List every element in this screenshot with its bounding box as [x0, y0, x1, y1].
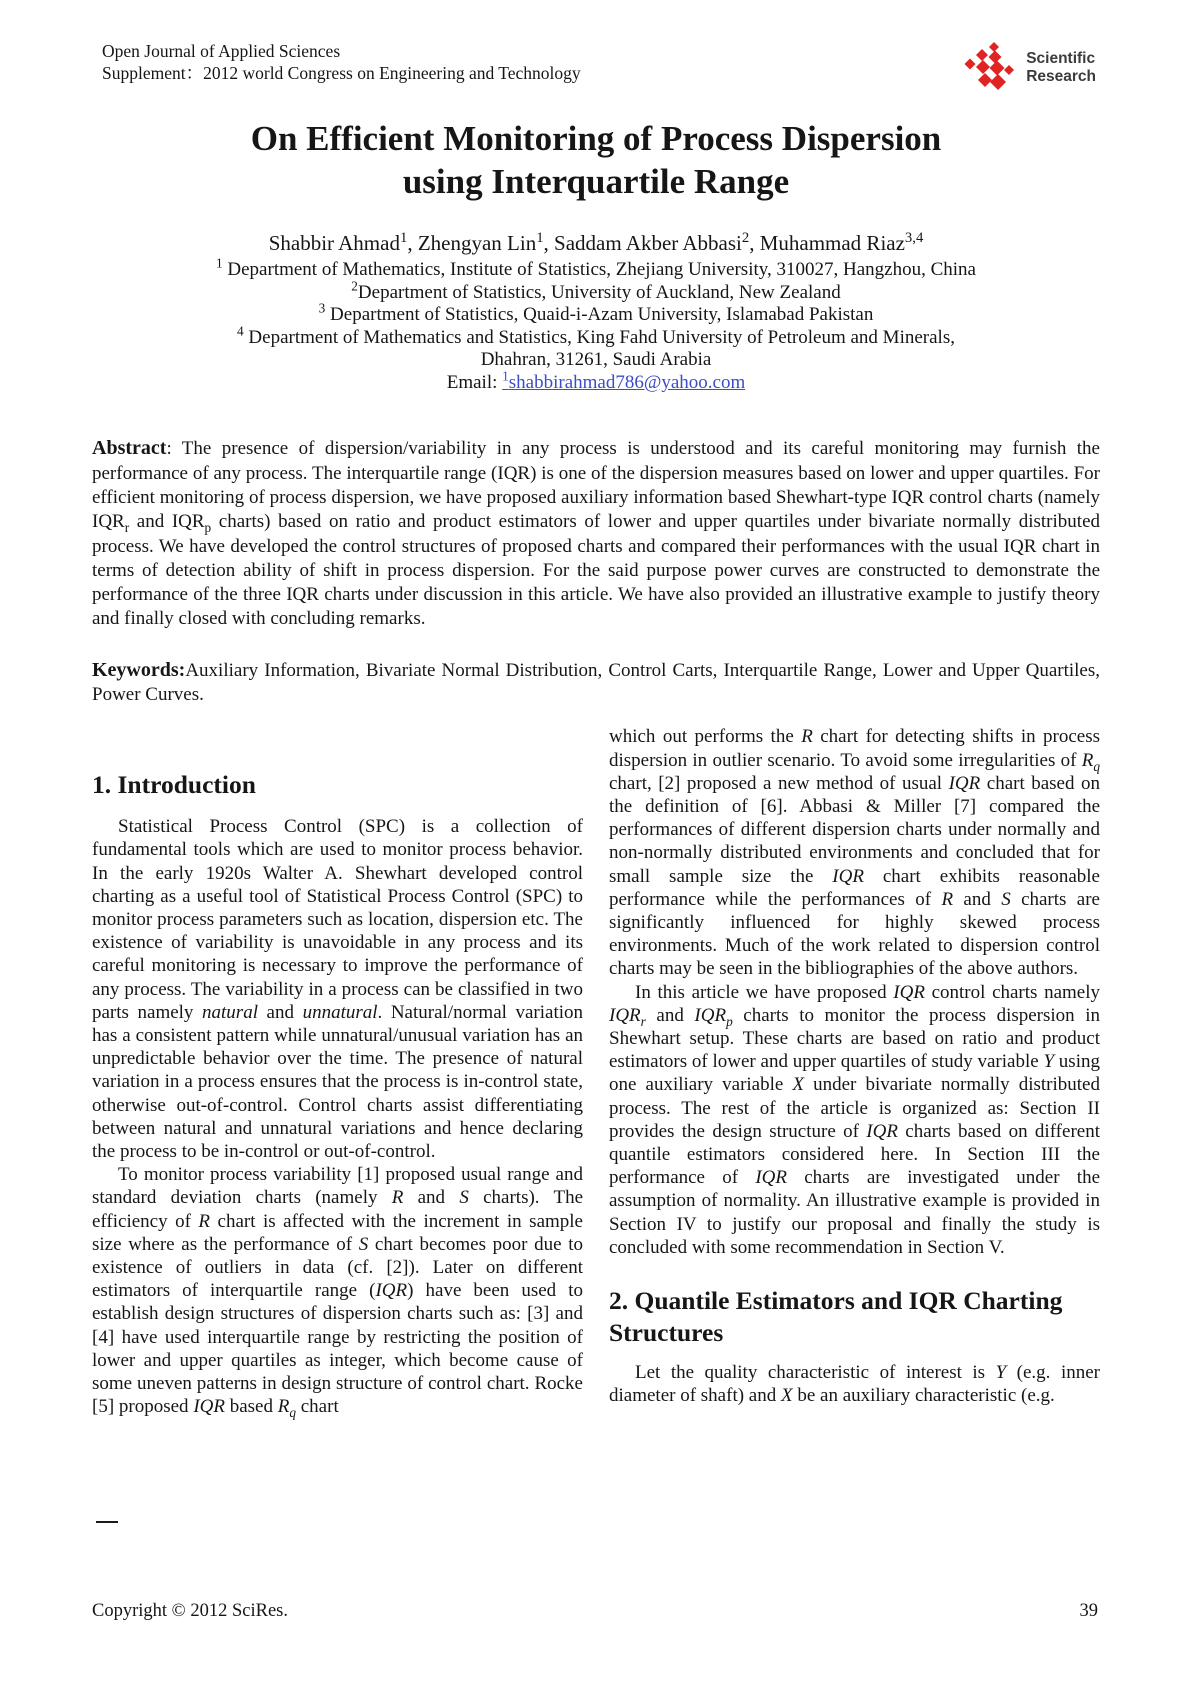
abstract-text: : The presence of dispersion/variability in any process is understood and its careful monitoring may furnish the performance of any process. The interquartile range (IQR) is one of the dispersion measures based on lower and upper quartiles. For efficient monitoring of process dispersion, we have proposed auxiliary information based Shewhart-type IQR control charts (namely $IQR_r$ and $IQR_p$ charts) based on ratio and product estimators of lower and upper quartiles under bivariate normally distributed process. We have developed the control structures of proposed charts and compared their performances with the usual IQR chart in terms of detection ability of shift in process dispersion. For the said purpose power curves are constructed to demonstrate the performance of the three IQR charts under discussion in this article. We have also provided an illustrative example to justify theory and finally closed with concluding remarks.	[92, 438, 1101, 630]
affiliation-2: $^2$Department of Statistics, University of Auckland, New Zealand	[351, 278, 841, 303]
keywords	[92, 658, 1100, 708]
two-column-body	[92, 725, 1101, 1421]
copyright: Copyright © 2012 SciRes.	[92, 1601, 288, 1621]
publisher-name-line1: Scientific	[1026, 50, 1096, 67]
publisher-name	[1026, 50, 1096, 86]
affiliation-3: $^3$ Department of Statistics, Quaid-i-Azam University, Islamabad Pakistan	[318, 301, 874, 326]
intro-paragraph-2: To monitor process variability [1] proposed usual range and standard deviation charts (namely R and S charts). The efficiency of R chart is affected with the increment in sample size where as the performance of S chart becomes poor due to existence of outliers in data (cf. [2]). Later on different estimators of interquartile range (IQR) have been used to establish design structures of dispersion charts such as: [3] and [4] have used interquartile range by restricting the position of lower and upper quartiles as integer, which become cause of some uneven patterns in design structure of control chart. Rocke [5] proposed IQR based $R_q$ chart	[92, 1164, 584, 1421]
publisher-name-line2: Research	[1026, 68, 1096, 85]
journal-header	[102, 40, 581, 84]
paper-title	[92, 118, 1100, 203]
email-link[interactable]: shabbirahmad786@yahoo.com	[508, 371, 746, 393]
email-line: Email: $^1$shabbirahmad786@yahoo.com	[446, 368, 746, 393]
abstract	[92, 436, 1100, 631]
column-left	[92, 725, 584, 1421]
keywords-text: Auxiliary Information, Bivariate Normal Distribution, Control Carts, Interquartile Range, Lower and Upper Quartiles, Power Curves.	[92, 659, 1100, 706]
intro-paragraph-1: Statistical Process Control (SPC) is a collection of fundamental tools which are used to monitor process behavior. In the early 1920s Walter A. Shewhart developed control charting as a useful tool of Statistical Process Control (SPC) to monitor process parameters such as location, dispersion etc. The existence of variability is unavoidable in any process and its careful monitoring is necessary to improve the performance of any process. The variability in a process can be classified in two parts namely natural and unnatural. Natural/normal variation has a consistent pattern while unnatural/unusual variation has an unpredictable behavior over the time. The presence of natural variation in a process ensures that the process is in-control state, otherwise out-of-control. Control charts assist differentiating between natural and unnatural variations and hence declaring the process to be in-control or out-of-control.	[92, 816, 584, 1163]
intro-paragraph-2-continued: which out performs the R chart for detecting shifts in process dispersion in outlier scenario. To avoid some irregularities of $R_q$ chart, [2] proposed a new method of usual IQR chart based on the definition of [6]. Abbasi & Miller [7] compared the performances of different dispersion charts under normally and non-normally distributed environments and concluded that for small sample size the IQR chart exhibits reasonable performance while the performances of R and S charts are significantly influenced for highly skewed process environments. Much of the work related to dispersion control charts may be seen in the bibliographies of the above authors.	[609, 726, 1100, 980]
email-link[interactable]: 1	[502, 368, 509, 384]
intro-paragraph-3: In this article we have proposed IQR control charts namely $IQR_r$ and $IQR_p$ charts to monitor the process dispersion in Shewhart setup. These charts are based on ratio and product estimators of lower and upper quartiles of study variable Y using one auxiliary variable X under bivariate normally distributed process. The rest of the article is organized as: Section II provides the design structure of IQR charts based on different quantile estimators considered here. In Section III the performance of IQR charts are investigated under the assumption of normality. An illustrative example is provided in Section IV to justify our proposal and finally the study is concluded with some recommendation in Section V.	[609, 981, 1101, 1258]
column-right	[609, 725, 1100, 1418]
affiliation-1: $^1$ Department of Mathematics, Institute of Statistics, Zhejiang University, 310027, Hangzhou, China	[216, 256, 976, 281]
journal-name: Open Journal of Applied Sciences	[102, 41, 341, 61]
keywords-label: Keywords:	[92, 658, 186, 681]
abstract-label: Abstract	[92, 437, 167, 460]
affiliations-block	[92, 256, 1100, 394]
paper-title-line1: On Efficient Monitoring of Process Dispersion	[250, 119, 942, 158]
paper-title-line2: using Interquartile Range	[402, 161, 790, 201]
section-2-paragraph-1: Let the quality characteristic of interest is Y (e.g. inner diameter of shaft) and X be an auxiliary characteristic (e.g.	[609, 1361, 1100, 1406]
section-1-heading: 1. Introduction	[92, 770, 256, 800]
page-footer	[92, 1601, 1098, 1622]
publisher-logo	[960, 40, 1096, 96]
affiliation-4: $^4$ Department of Mathematics and Statistics, King Fahd University of Petroleum and Minerals,	[237, 323, 955, 348]
footnote-rule	[96, 1521, 118, 1523]
page-header	[102, 40, 1100, 96]
section-2-heading: 2. Quantile Estimators and IQR Charting Structures	[609, 1286, 1063, 1347]
page-number: 39	[1079, 1601, 1098, 1621]
scientific-research-logo-icon	[960, 40, 1016, 96]
journal-supplement: Supplement：2012 world Congress on Engineering and Technology	[102, 63, 581, 83]
authors-line: Shabbir Ahmad$^1$, Zhengyan Lin$^1$, Saddam Akber Abbasi$^2$, Muhammad Riaz$^{3,4}$	[268, 230, 924, 256]
affiliation-4-location: Dhahran, 31261, Saudi Arabia	[480, 349, 712, 371]
